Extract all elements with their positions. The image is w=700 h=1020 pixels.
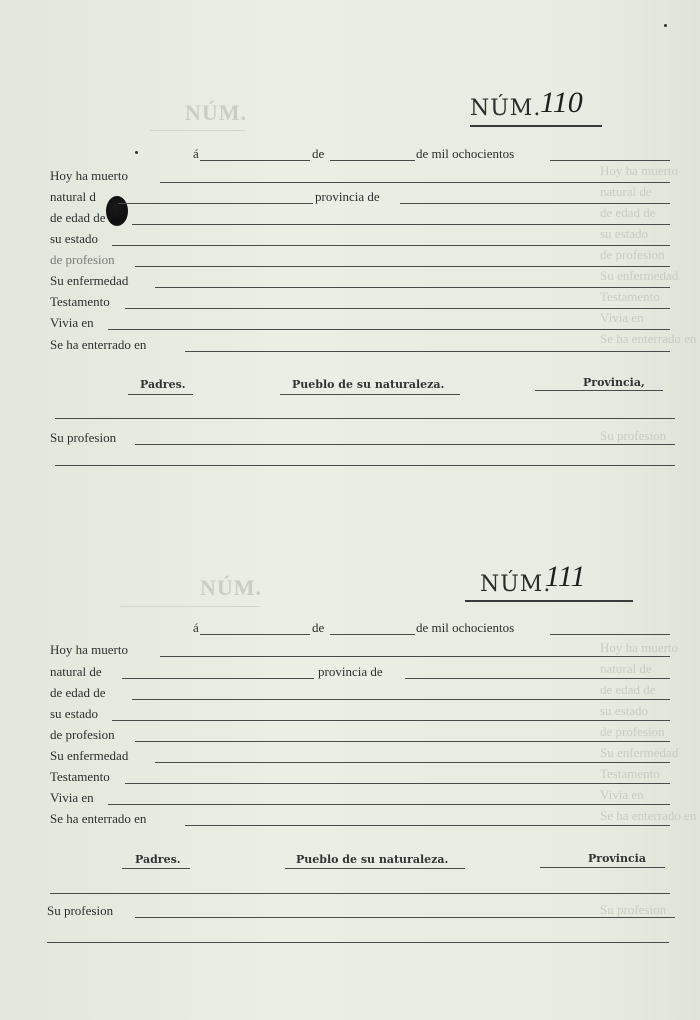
header-padres: Padres. bbox=[140, 378, 186, 391]
record-number-handwritten: 110 bbox=[540, 86, 583, 119]
bleed-text: Su enfermedad bbox=[600, 745, 679, 760]
record-number-handwritten: 111 bbox=[545, 560, 586, 593]
header-pueblo: Pueblo de su naturaleza. bbox=[292, 378, 445, 391]
label-enfermedad: Su enfermedad bbox=[50, 273, 129, 288]
number-underline bbox=[465, 600, 633, 602]
bleed-text: Vivia en bbox=[600, 310, 644, 325]
bleed-text: Se ha enterrado en bbox=[600, 331, 697, 346]
header-pueblo: Pueblo de su naturaleza. bbox=[296, 853, 449, 866]
bleed-text: Testamento bbox=[600, 289, 660, 304]
record-number-label: NÚM. bbox=[470, 96, 542, 121]
label-profesion: de profesion bbox=[50, 727, 115, 742]
date-de-mil: de mil ochocientos bbox=[416, 146, 515, 161]
bleed-text: Se ha enterrado en bbox=[600, 808, 697, 823]
bleed-text: Su enfermedad bbox=[600, 268, 679, 283]
bleed-text: de edad de bbox=[600, 682, 656, 697]
label-provincia: provincia de bbox=[318, 664, 383, 679]
bleed-text: Su profesion bbox=[600, 428, 667, 443]
bleed-text: de profesion bbox=[600, 724, 665, 739]
label-estado: su estado bbox=[50, 706, 99, 721]
label-enfermedad: Su enfermedad bbox=[50, 748, 129, 763]
date-de-mil: de mil ochocientos bbox=[416, 620, 515, 635]
label-edad: de edad de bbox=[50, 685, 106, 700]
label-estado: su estado bbox=[50, 231, 99, 246]
label-enterrado: Se ha enterrado en bbox=[50, 337, 147, 352]
label-edad: de edad de bbox=[50, 210, 106, 225]
ink-blot bbox=[106, 196, 128, 226]
label-profesion: de profesion bbox=[50, 252, 115, 267]
date-a: á bbox=[193, 146, 199, 161]
bleed-text: Testamento bbox=[600, 766, 660, 781]
bleed-text: natural de bbox=[600, 661, 652, 676]
label-vivia: Vivia en bbox=[50, 315, 94, 330]
label-natural: natural d bbox=[50, 189, 96, 204]
number-underline bbox=[470, 125, 602, 127]
bleed-text: Su profesion bbox=[600, 902, 667, 917]
label-testamento: Testamento bbox=[50, 294, 110, 309]
header-provincia: Provincia bbox=[588, 852, 646, 865]
bleed-text: Vivia en bbox=[600, 787, 644, 802]
label-vivia: Vivia en bbox=[50, 790, 94, 805]
ghost-num-label: NÚM. bbox=[185, 100, 248, 125]
label-testamento: Testamento bbox=[50, 769, 110, 784]
record-number-label: NÚM. bbox=[480, 572, 552, 597]
date-a: á bbox=[193, 620, 199, 635]
bleed-text: su estado bbox=[600, 703, 649, 718]
label-hoy-ha-muerto: Hoy ha muerto bbox=[50, 168, 128, 183]
bleed-text: de profesion bbox=[600, 247, 665, 262]
label-su-profesion: Su profesion bbox=[47, 903, 114, 918]
label-natural: natural de bbox=[50, 664, 102, 679]
bleed-text: Hoy ha muerto bbox=[600, 640, 678, 655]
ghost-num-label: NÚM. bbox=[200, 575, 263, 600]
date-de: de bbox=[312, 620, 325, 635]
bleed-text: su estado bbox=[600, 226, 649, 241]
label-hoy-ha-muerto: Hoy ha muerto bbox=[50, 642, 128, 657]
header-padres: Padres. bbox=[135, 853, 181, 866]
date-de: de bbox=[312, 146, 325, 161]
bleed-text: natural de bbox=[600, 184, 652, 199]
ink-dot bbox=[135, 151, 138, 154]
label-enterrado: Se ha enterrado en bbox=[50, 811, 147, 826]
bleed-text: de edad de bbox=[600, 205, 656, 220]
ink-speck bbox=[664, 24, 667, 27]
label-provincia: provincia de bbox=[315, 189, 380, 204]
bleed-text: Hoy ha muerto bbox=[600, 163, 678, 178]
header-provincia: Provincia, bbox=[583, 376, 645, 389]
label-su-profesion: Su profesion bbox=[50, 430, 117, 445]
